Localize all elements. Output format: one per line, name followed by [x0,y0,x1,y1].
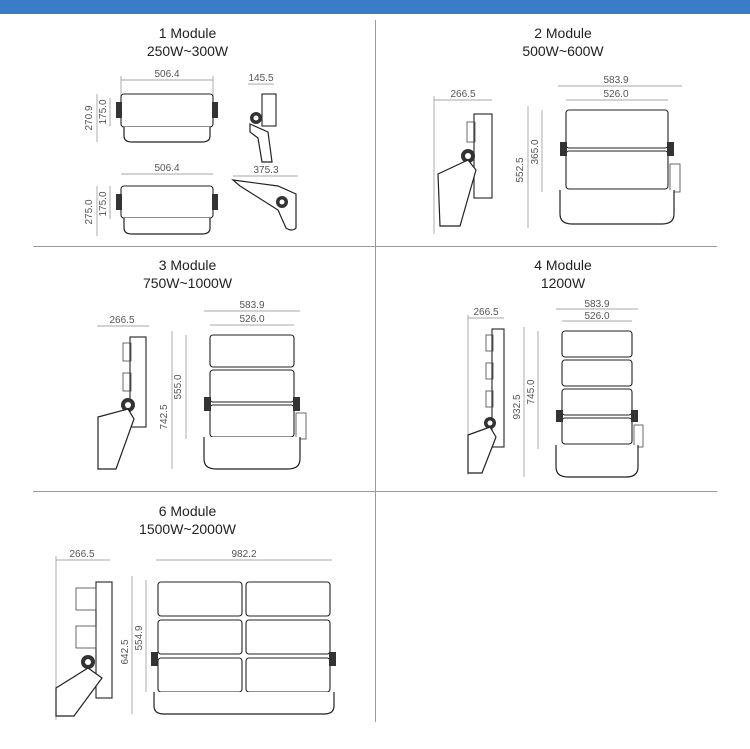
module-name: 4 Module [534,257,592,273]
top-accent-bar [0,0,750,14]
side-view [97,315,149,469]
module-name: 2 Module [534,25,592,41]
height-outer-label: 742.5 [159,404,170,430]
side-view-bottom [233,165,298,230]
power-range: 750W~1000W [142,275,233,291]
height-inner-label: 555.0 [173,374,184,400]
width-outer-label: 583.9 [239,300,265,311]
side-view [56,549,112,720]
front-view [512,299,643,477]
panel-2-module [376,14,750,246]
front-view-bottom [84,163,218,236]
side-view [468,307,504,475]
height-inner-label: 745.0 [526,379,537,405]
power-range: 500W~600W [522,43,604,59]
front-view [120,549,336,714]
module-name: 3 Module [158,257,217,273]
depth-label: 266.5 [69,549,95,560]
height-outer-label: 932.5 [512,394,523,420]
width-label: 506.4 [154,163,180,174]
power-range: 1200W [540,275,586,291]
width-inner-label: 526.0 [584,311,610,322]
width-outer-label: 583.9 [603,75,629,86]
width-inner-label: 526.0 [603,89,629,100]
width-label: 982.2 [231,549,257,560]
front-view-top [84,69,218,142]
height-outer-label: 552.5 [515,157,526,183]
height-outer-label: 275.0 [84,199,95,225]
front-view [159,300,306,469]
side-view [434,89,492,234]
height-inner-label: 175.0 [98,191,109,217]
depth-label: 266.5 [473,307,499,318]
width-inner-label: 526.0 [239,314,265,325]
depth-label: 145.5 [248,73,274,84]
depth-label: 266.5 [450,89,476,100]
diagram-4-module [376,247,750,491]
height-inner-label: 175.0 [98,99,109,125]
height-outer-label: 642.5 [120,639,131,665]
width-label: 506.4 [154,69,180,80]
side-view-top [248,73,276,162]
depth-label: 375.3 [253,165,279,176]
diagram-6-module [0,492,375,749]
front-view [515,75,682,228]
height-inner-label: 365.0 [530,139,541,165]
diagram-3-module [0,247,375,491]
height-outer-label: 270.9 [84,105,95,131]
power-range: 1500W~2000W [139,521,236,537]
module-name: 1 Module [158,25,217,41]
module-name: 6 Module [158,503,217,519]
panel-3-module [0,247,375,491]
height-inner-label: 554.9 [134,625,145,651]
diagram-1-module [0,14,375,246]
panel-6-module [0,492,375,749]
panel-4-module [376,247,750,491]
width-outer-label: 583.9 [584,299,610,310]
diagram-2-module [376,14,750,246]
depth-label: 266.5 [109,315,135,326]
power-range: 250W~300W [146,43,229,59]
panel-1-module [0,14,375,246]
